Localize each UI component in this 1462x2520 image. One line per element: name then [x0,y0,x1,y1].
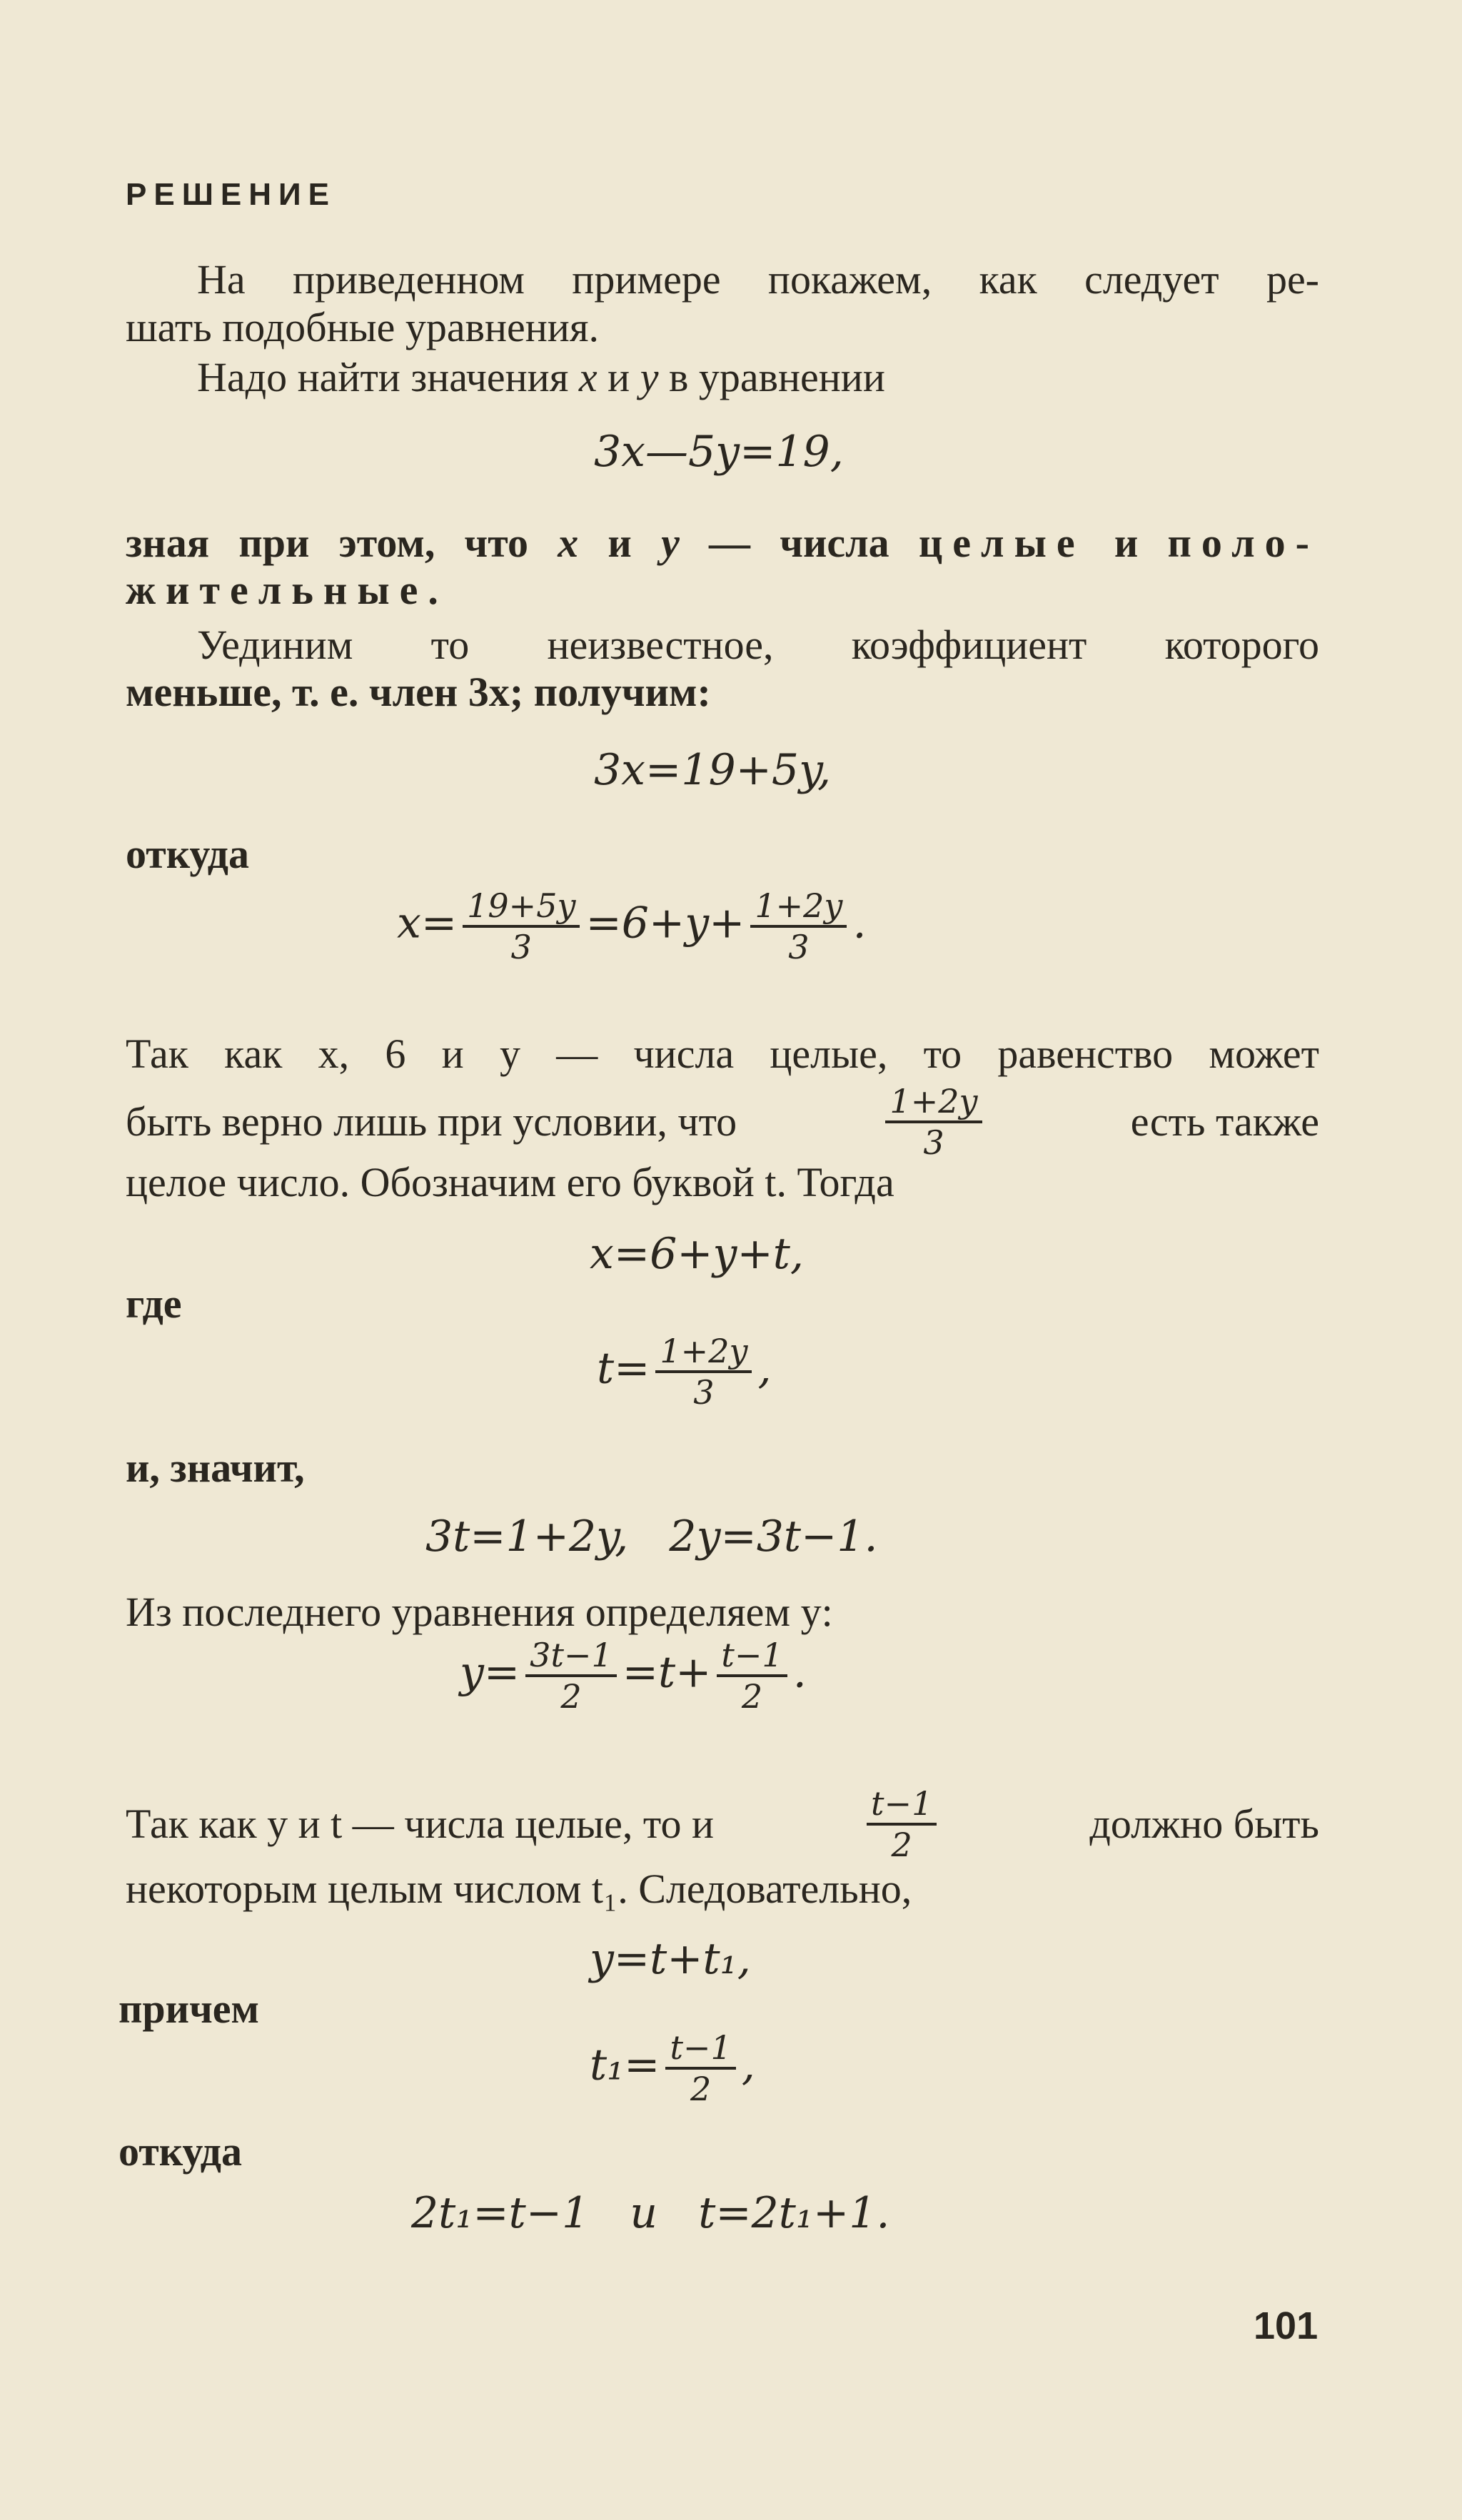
text-run: Так как y и t — числа целые, то и [126,1801,714,1847]
var-y: y [640,354,659,400]
inline-fraction [885,1082,982,1162]
denominator: 3 [923,1123,944,1162]
paragraph-3-line-2: жительные. [126,567,448,613]
spaced-word: поло- [1167,520,1319,566]
paragraph-3-line-1 [126,517,1319,570]
paragraph-1-line-1: На приведенном примере покажем, как следует ре- [197,256,1319,303]
eq-part: t= [597,1343,650,1394]
eq-part: , [741,2040,755,2090]
text-run: Надо найти значения [197,354,579,400]
numerator: 1+2y [885,1082,982,1123]
paragraph-5-line-2 [126,1082,1319,1162]
eq-part: y= [460,1647,520,1698]
word-otkuda-2: откуда [119,2128,243,2175]
paragraph-4-line-1: Уединим то неизвестное, коэффициент которого [197,622,1319,668]
spaced-word: целые [918,520,1085,566]
paragraph-7-line-2: некоторым целым числом t₁. Следовательно, [126,1866,912,1912]
paragraph-2 [197,351,885,404]
eq-part: x= [397,898,458,948]
equation-9 [590,2028,755,2108]
denominator: 2 [560,1677,582,1716]
numerator: 1+2y [655,1332,752,1373]
word-otkuda-1: откуда [126,831,250,877]
word-gde: где [126,1280,182,1327]
paragraph-5-line-1: Так как x, 6 и y — числа целые, то равенство может [126,1031,1319,1077]
text-run: быть верно лишь при условии, что [126,1098,737,1145]
equation-2: 3x=19+5y, [594,745,832,795]
page-number: 101 [1254,2304,1319,2347]
text-run: и [578,520,662,566]
words-i-znachit: и, значит, [126,1444,305,1491]
equation-6: 3t=1+2y, 2y=3t−1. [425,1512,878,1562]
numerator: 3t−1 [525,1636,617,1677]
var-x: x [578,354,598,400]
numerator: t−1 [867,1784,937,1826]
inline-fraction [867,1784,937,1864]
text-run: и [597,354,640,400]
fraction [655,1332,752,1412]
text-run: зная при этом, что [126,520,558,566]
paragraph-4-line-2: меньше, т. е. член 3x; получим: [126,669,711,715]
paragraph-6: Из последнего уравнения определяем y: [126,1589,833,1635]
numerator: t−1 [665,2028,735,2070]
fraction [525,1636,617,1716]
eq-part: , [757,1343,772,1394]
equation-7 [460,1636,807,1716]
eq-part: t₁= [590,2040,660,2090]
denominator: 3 [693,1373,715,1412]
equation-3 [397,886,867,966]
denominator: 3 [510,928,532,966]
fraction [750,886,847,966]
eq-part: =t+ [622,1647,712,1698]
text-run: должно быть [1089,1801,1319,1847]
equation-8: y=t+t₁, [590,1934,751,1984]
paragraph-7-line-1 [126,1784,1319,1864]
text-run: и [1084,520,1168,566]
word-prichem: причем [119,1985,260,2032]
fraction [665,2028,735,2108]
denominator: 2 [741,1677,763,1716]
denominator: 2 [891,1826,912,1864]
equation-10: 2t₁=t−1 и t=2t₁+1. [411,2188,890,2238]
equation-5 [597,1332,772,1412]
text-run: есть также [1130,1098,1319,1145]
paragraph-5-line-3: целое число. Обозначим его буквой t. Тогда [126,1159,894,1205]
eq-part: . [852,898,867,948]
denominator: 2 [690,2070,712,2108]
numerator: 19+5y [463,886,580,928]
fraction [717,1636,787,1716]
equation-4: x=6+y+t, [590,1229,804,1279]
numerator: 1+2y [750,886,847,928]
numerator: t−1 [717,1636,787,1677]
eq-part: =6+y+ [585,898,745,948]
text-run: — числа [679,520,919,566]
fraction [463,886,580,966]
var-y: y [661,520,680,566]
section-heading: РЕШЕНИЕ [126,177,337,212]
eq-part: . [792,1647,807,1698]
equation-1: 3x—5y=19, [594,427,844,477]
var-x: x [558,520,579,566]
denominator: 3 [788,928,810,966]
paragraph-1-line-2: шать подобные уравнения. [126,304,600,350]
text-run: в уравнении [658,354,885,400]
